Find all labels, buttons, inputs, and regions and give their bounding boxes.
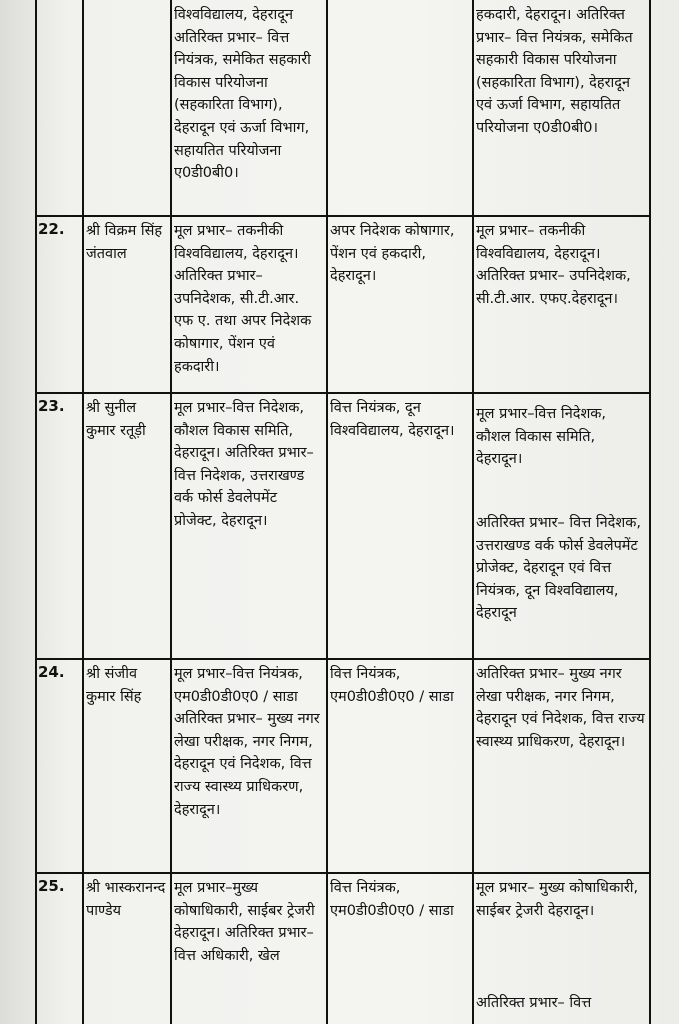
new-posting-cell: अतिरिक्त प्रभार– मुख्य नगर लेखा परीक्षक, नगर निगम, देहरादून एवं निदेशक, वित्त राज्य स्वास्थ्य प्राधिकरण, देहरादून। (476, 666, 645, 750)
current-posting-cell: मूल प्रभार–वित्त निदेशक, कौशल विकास समिति, देहरादून। अतिरिक्त प्रभार– वित्त निदेशक, उत्तराखण्ड वर्क फोर्स डेवलेपमेंट प्रोजेक्ट, देहरादून। (174, 400, 314, 529)
current-posting-cell: मूल प्रभार–वित्त नियंत्रक, एम0डी0डी0ए0 / साडा अतिरिक्त प्रभार– मुख्य नगर लेखा परीक्षक, नगर निगम, देहरादून एवं निदेशक, वित्त राज्य स्वास्थ्य प्राधिकरण, देहरादून। (174, 666, 320, 818)
row-divider (35, 215, 651, 217)
table-border-current (170, 0, 172, 1024)
serial-number: 23. (38, 397, 65, 415)
table-border-left (35, 0, 37, 1024)
new-posting-primary: मूल प्रभार– मुख्य कोषाधिकारी, साईबर ट्रेजरी देहरादून। (476, 880, 639, 919)
officer-name: श्री संजीव कुमार सिंह (86, 666, 142, 705)
transfer-posting-cell: वित्त नियंत्रक, एम0डी0डी0ए0 / साडा (330, 880, 454, 919)
transfer-posting-cell: अपर निदेशक कोषागार, पेंशन एवं हकदारी, देहरादून। (330, 223, 455, 285)
new-posting-additional: अतिरिक्त प्रभार– वित्त (476, 995, 592, 1011)
table-border-right (649, 0, 651, 1024)
row-divider (35, 872, 651, 874)
serial-number: 22. (38, 220, 65, 238)
officer-name: श्री भास्करानन्द पाण्डेय (86, 880, 166, 919)
serial-number: 25. (38, 877, 65, 895)
current-posting-cell: विश्वविद्यालय, देहरादून अतिरिक्त प्रभार– वित्त नियंत्रक, समेकित सहकारी विकास परियोजना (सहकारिता विभाग), देहरादून एवं ऊर्जा विभाग, सहायतित परियोजना ए0डी0बी0। (174, 7, 311, 182)
officer-name: श्री सुनील कुमार रतूड़ी (86, 400, 146, 439)
transfer-posting-cell: वित्त नियंत्रक, दून विश्वविद्यालय, देहरादून। (330, 400, 455, 439)
current-posting-cell: मूल प्रभार– तकनीकी विश्वविद्यालय, देहरादून। अतिरिक्त प्रभार– उपनिदेशक, सी.टी.आर. एफ ए. तथा अपर निदेशक कोषागार, पेंशन एवं हकदारी। (174, 223, 312, 375)
row-divider (35, 392, 651, 394)
new-posting-additional: अतिरिक्त प्रभार– वित्त निदेशक, उत्तराखण्ड वर्क फोर्स डेवलेपमेंट प्रोजेक्ट, देहरादून एवं वित्त नियंत्रक, दून विश्वविद्यालय, देहरादून (476, 515, 641, 622)
serial-number: 24. (38, 663, 65, 681)
current-posting-cell: मूल प्रभार–मुख्य कोषाधिकारी, साईबर ट्रेजरी देहरादून। अतिरिक्त प्रभार– वित्त अधिकारी, खेल (174, 880, 315, 964)
officer-name: श्री विक्रम सिंह जंतवाल (86, 223, 163, 262)
table-border-name (82, 0, 84, 1024)
transfer-posting-cell: वित्त नियंत्रक, एम0डी0डी0ए0 / साडा (330, 666, 454, 705)
table-border-new (472, 0, 474, 1024)
new-posting-cell: हकदारी, देहरादून। अतिरिक्त प्रभार– वित्त नियंत्रक, समेकित सहकारी विकास परियोजना (सहकारिता विभाग), देहरादून एवं ऊर्जा विभाग, सहायतित परियोजना ए0डी0बी0। (476, 7, 633, 136)
table-border-transfer (326, 0, 328, 1024)
new-posting-primary: मूल प्रभार–वित्त निदेशक, कौशल विकास समिति, देहरादून। (476, 406, 607, 468)
row-divider (35, 658, 651, 660)
new-posting-cell: मूल प्रभार– तकनीकी विश्वविद्यालय, देहरादून। अतिरिक्त प्रभार– उपनिदेशक, सी.टी.आर. एफए.देहरादून। (476, 223, 631, 307)
